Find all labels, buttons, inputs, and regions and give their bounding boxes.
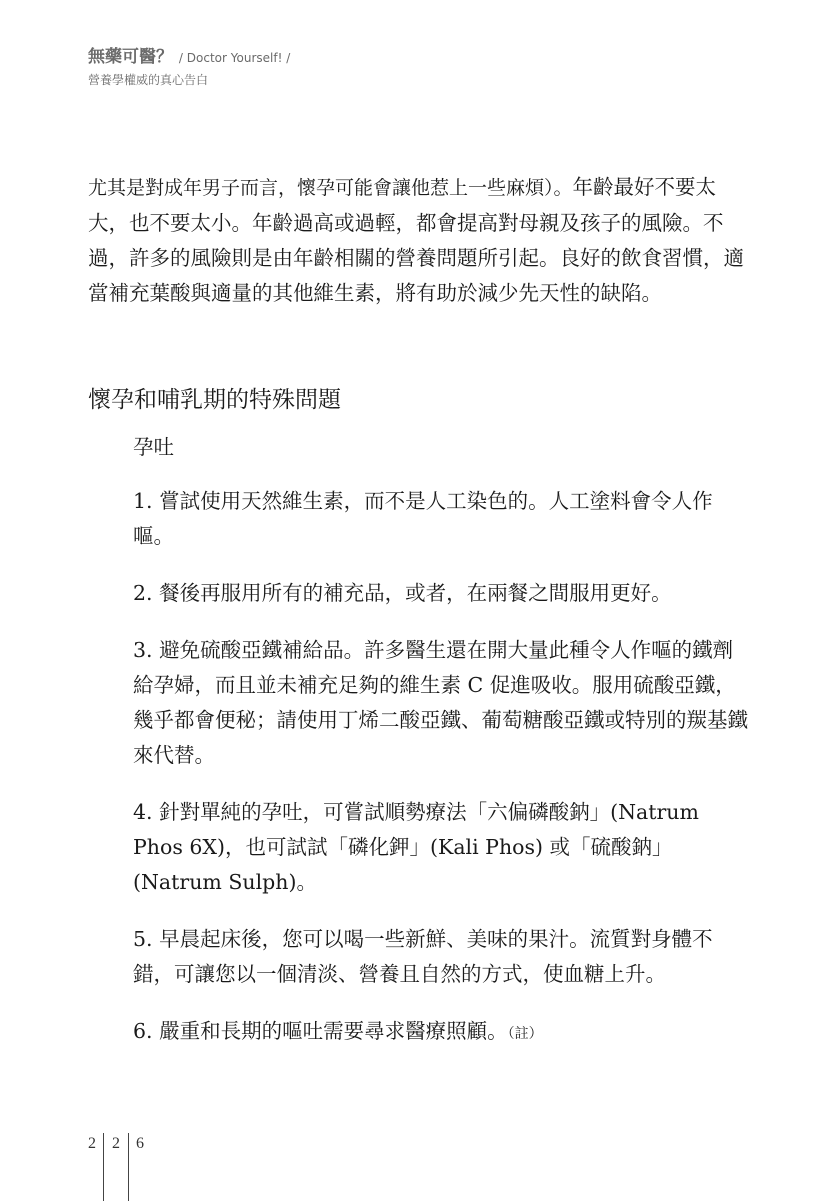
book-subtitle: 營養學權威的真心告白 xyxy=(88,73,209,87)
page-body xyxy=(88,170,748,1074)
book-title-english: / Doctor Yourself! / xyxy=(178,51,291,65)
divider xyxy=(128,1133,129,1201)
page-digit: 2 xyxy=(112,1135,120,1152)
page-digit: 2 xyxy=(88,1135,96,1152)
list-item xyxy=(133,1014,748,1052)
section-title: 懷孕和哺乳期的特殊問題 xyxy=(88,387,341,413)
book-title: 無藥可醫？ xyxy=(88,47,173,67)
subheading: 孕吐 xyxy=(133,435,174,459)
list-item: 4. 針對單純的孕吐，可嘗試順勢療法「六偏磷酸鈉」(Natrum Phos 6X)，也可試試「磷化鉀」(Kali Phos) 或「硫酸鈉」(Natrum Sulph)。 xyxy=(133,800,699,894)
running-header xyxy=(88,42,290,88)
list-item: 2. 餐後再服用所有的補充品，或者，在兩餐之間服用更好。 xyxy=(133,581,672,605)
list-item-text: 6. 嚴重和長期的嘔吐需要尋求醫療照顧。 xyxy=(133,1019,508,1043)
page-digit: 6 xyxy=(136,1135,144,1152)
footnote-marker: （註） xyxy=(507,1026,543,1042)
intro-part-a: 尤其是對成年男子而言，懷孕可能會讓他惹上一些麻煩）。 xyxy=(88,177,573,199)
list-item: 5. 早晨起床後，您可以喝一些新鮮、美味的果汁。流質對身體不錯，可讓您以一個清淡、營養且自然的方式，使血糖上升。 xyxy=(133,927,713,986)
list-item: 1. 嘗試使用天然維生素，而不是人工染色的。人工塗料會令人作嘔。 xyxy=(133,489,713,548)
intro-paragraph xyxy=(88,170,748,311)
divider xyxy=(103,1133,104,1201)
list-item: 3. 避免硫酸亞鐵補給品。許多醫生還在開大量此種令人作嘔的鐵劑給孕婦，而且並未補充足夠的維生素 C 促進吸收。服用硫酸亞鐵，幾乎都會便秘；請使用丁烯二酸亞鐵、葡萄糖酸亞鐵或特別的羰基鐵來代替。 xyxy=(133,638,748,767)
intro-part-b: 年齡最好不要太大，也不要太小。年齡過高或過輕，都會提高對母親及孩子的風險。不過，許多的風險則是由年齡相關的營養問題所引起。良好的飲食習慣，適當補充葉酸與適量的其他維生素，將有助於減少先天性的缺陷。 xyxy=(88,175,744,305)
